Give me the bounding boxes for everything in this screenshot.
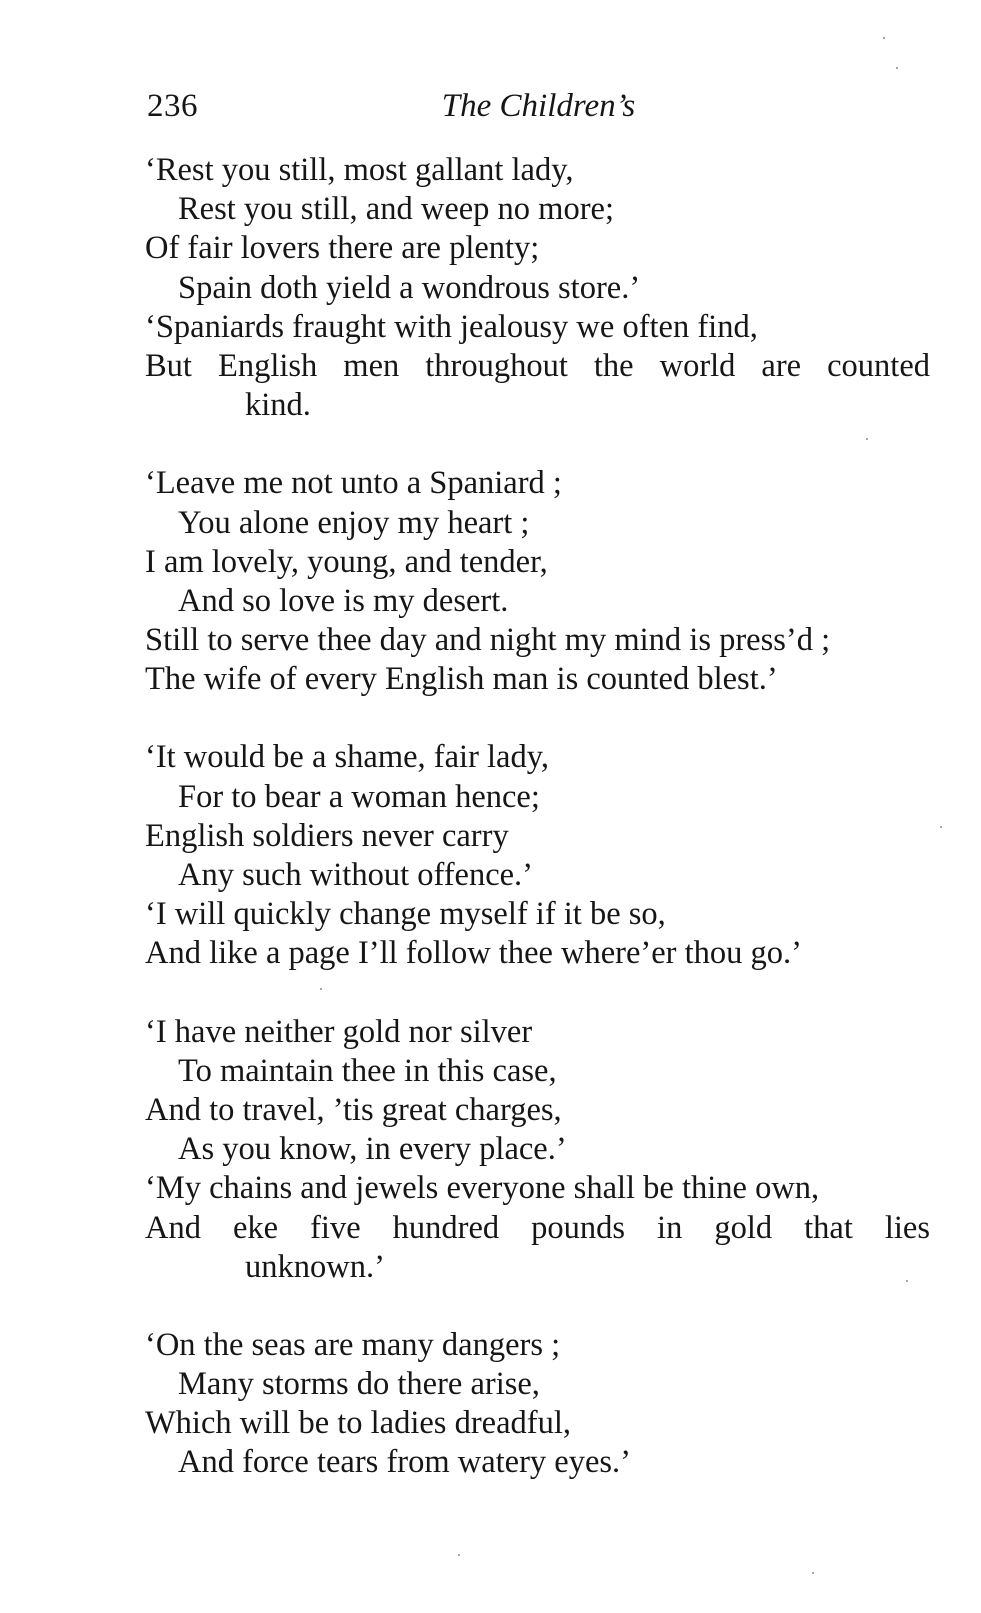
page-number: 236 xyxy=(147,88,198,124)
stanza xyxy=(145,151,935,425)
poem-line: But English men throughout the world are counted xyxy=(145,347,930,384)
poem-line: ‘It would be a shame, fair lady, xyxy=(145,739,549,776)
poem-body xyxy=(145,151,935,1483)
poem-line: ‘Rest you still, most gallant lady, xyxy=(145,152,574,188)
poem-line: ‘I have neither gold nor silver xyxy=(145,1013,533,1050)
poem-line: And like a page I’ll follow thee where’er thou go.’ xyxy=(145,935,802,972)
poem-line: ‘Spaniards fraught with jealousy we often find, xyxy=(145,308,758,345)
poem-line: The wife of every English man is counted blest.’ xyxy=(145,661,778,698)
stanza xyxy=(145,464,935,699)
poem-line: Of fair lovers there are plenty; xyxy=(145,230,540,267)
poem-line: Spain doth yield a wondrous store.’ xyxy=(178,269,641,306)
poem-line: And so love is my desert. xyxy=(178,582,509,619)
poem-line: Still to serve thee day and night my mind is press’d ; xyxy=(145,622,831,659)
stanza xyxy=(145,738,935,973)
poem-line: I am lovely, young, and tender, xyxy=(145,543,548,580)
poem-line: ‘I will quickly change myself if it be so, xyxy=(145,896,666,933)
poem-line: Which will be to ladies dreadful, xyxy=(145,1405,571,1442)
poem-line: You alone enjoy my heart ; xyxy=(178,504,530,541)
poem-line: unknown.’ xyxy=(245,1248,385,1285)
poem-line: Any such without offence.’ xyxy=(178,857,534,893)
running-title: The Children’s xyxy=(441,88,636,124)
stanza xyxy=(145,1013,935,1287)
poem-line: Rest you still, and weep no more; xyxy=(178,191,614,228)
poem-line: As you know, in every place.’ xyxy=(178,1131,567,1168)
page-header xyxy=(0,82,981,130)
poem-line: English soldiers never carry xyxy=(145,817,509,854)
poem-line: Many storms do there arise, xyxy=(178,1366,540,1403)
poem-line: And force tears from watery eyes.’ xyxy=(178,1444,631,1481)
stanza xyxy=(145,1326,935,1483)
poem-line: For to bear a woman hence; xyxy=(178,778,540,815)
poem-line: And to travel, ’tis great charges, xyxy=(145,1091,562,1128)
poem-line: ‘Leave me not unto a Spaniard ; xyxy=(145,465,562,502)
poem-line: ‘On the seas are many dangers ; xyxy=(145,1326,561,1363)
poem-line: ‘My chains and jewels everyone shall be thine own, xyxy=(145,1170,820,1207)
poem-line: To maintain thee in this case, xyxy=(178,1052,557,1089)
poem-line: And eke five hundred pounds in gold that lies xyxy=(145,1209,930,1246)
poem-line: kind. xyxy=(245,387,311,424)
